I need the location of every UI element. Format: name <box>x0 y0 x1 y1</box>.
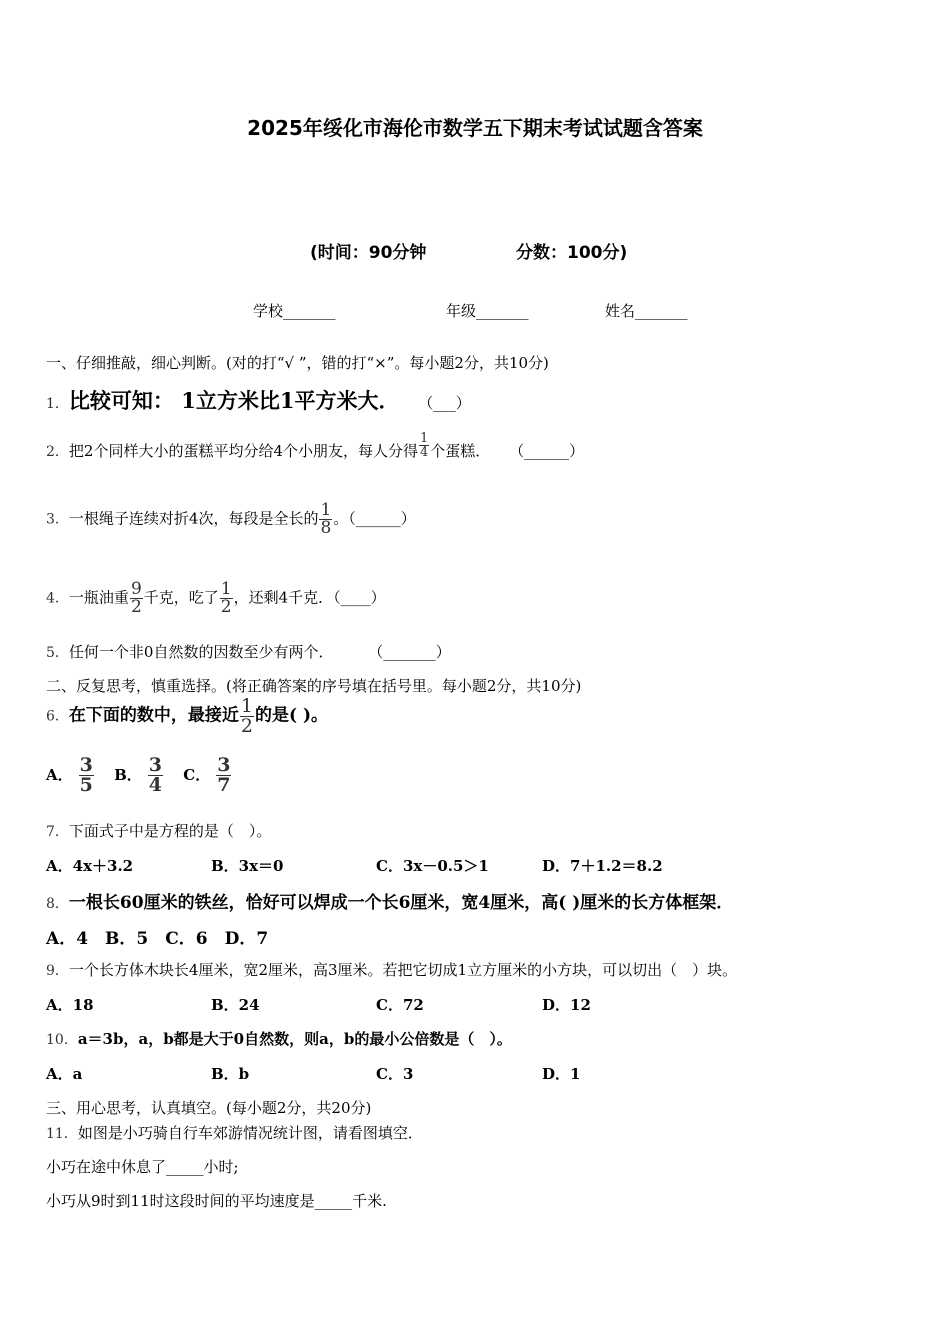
question-text: 如图是小巧骑自行车郊游情况统计图，请看图填空． <box>77 1124 423 1142</box>
fraction <box>220 581 233 616</box>
question-text-end: 个蛋糕． <box>430 442 491 460</box>
question-text: 在下面的数中，最接近 <box>68 705 239 726</box>
name-field: 姓名_______ <box>605 302 688 320</box>
question-10 <box>46 1028 512 1049</box>
q9-option-d[interactable]: D．12 <box>542 996 591 1014</box>
q8-options[interactable]: A．4 B．5 C．6 D．7 <box>46 929 269 949</box>
q10-option-b[interactable]: B．b <box>211 1065 250 1083</box>
school-field: 学校_______ <box>253 302 336 320</box>
question-text: 把2个同样大小的蛋糕平均分给4个小朋友，每人分得 <box>68 442 419 460</box>
question-text: 比较可知： 1立方米比1平方米大． <box>68 388 400 413</box>
question-6-options <box>46 756 232 795</box>
q11-line-1: 小巧在途中休息了_____小时; <box>46 1158 239 1176</box>
fraction <box>319 502 332 537</box>
question-number: 5． <box>46 645 69 661</box>
fraction-denominator: 2 <box>220 597 232 617</box>
fraction <box>240 697 254 736</box>
q7-option-a[interactable]: A．4x＋3.2 <box>46 857 134 875</box>
question-8 <box>46 888 733 913</box>
question-text-end: 。（______） <box>333 509 416 528</box>
question-text-end: 的是( )。 <box>255 705 329 726</box>
option-c[interactable]: C． $\frac{3}{7}$ <box>183 754 231 796</box>
question-text: 一根长60厘米的铁丝，恰好可以焊成一个长6厘米，宽4厘米，高( )厘米的长方体框架． <box>68 893 734 913</box>
fraction-numerator: 9 <box>130 579 142 599</box>
question-text: 任何一个非0自然数的因数至少有两个． <box>68 643 334 661</box>
question-7 <box>46 820 271 841</box>
question-text: 一个长方体木块长4厘米，宽2厘米，高3厘米。若把它切成1立方厘米的小方块，可以切出（ ）块。 <box>68 961 738 979</box>
fraction <box>130 581 143 616</box>
fraction-numerator: 1 <box>320 500 332 520</box>
question-2 <box>46 430 585 461</box>
question-4 <box>46 581 386 616</box>
option-a[interactable]: A． $\frac{3}{5}$ <box>46 754 93 796</box>
exam-score: 分数：100分) <box>516 243 628 263</box>
fraction-denominator: 8 <box>320 518 332 538</box>
q9-option-a[interactable]: A．18 <box>46 996 94 1014</box>
grade-field: 年级_______ <box>446 302 529 320</box>
question-number: 4． <box>46 590 69 607</box>
question-number: 7． <box>46 824 69 840</box>
answer-blank: （_______） <box>368 643 451 661</box>
section3-heading: 三、用心思考，认真填空。(每小题2分，共20分) <box>46 1099 372 1117</box>
q10-option-d[interactable]: D．1 <box>542 1065 581 1083</box>
q10-option-c[interactable]: C．3 <box>376 1065 414 1083</box>
fraction-denominator: 2 <box>240 715 254 737</box>
question-number: 10． <box>46 1032 78 1048</box>
fraction-numerator: 1 <box>220 579 232 599</box>
question-3 <box>46 502 416 537</box>
question-5 <box>46 641 451 662</box>
question-9 <box>46 959 737 980</box>
fraction-numerator: 1 <box>240 695 254 717</box>
question-11 <box>46 1122 423 1143</box>
q11-line-2: 小巧从9时到11时这段时间的平均速度是_____千米. <box>46 1192 387 1210</box>
section2-heading: 二、反复思考，慎重选择。(将正确答案的序号填在括号里。每小题2分，共10分) <box>46 677 582 695</box>
question-number: 9． <box>46 963 69 979</box>
question-number: 2． <box>46 444 69 460</box>
question-1 <box>46 385 471 415</box>
question-text: 一瓶油重 <box>68 588 129 607</box>
q9-option-b[interactable]: B．24 <box>211 996 260 1014</box>
question-text: a＝3b，a，b都是大于0自然数，则a，b的最小公倍数是（ ）。 <box>77 1030 512 1048</box>
q9-option-c[interactable]: C．72 <box>376 996 424 1014</box>
question-number: 6． <box>46 708 69 725</box>
q10-option-a[interactable]: A．a <box>46 1065 83 1083</box>
question-text-end: ，还剩4千克．（____） <box>233 588 386 607</box>
answer-blank: （___） <box>418 394 471 412</box>
q7-option-c[interactable]: C．3x－0.5＞1 <box>376 857 489 875</box>
fraction-denominator: 4 <box>420 444 429 460</box>
q7-option-d[interactable]: D．7＋1.2＝8.2 <box>542 857 663 875</box>
fraction-denominator: 2 <box>130 597 142 617</box>
fraction-numerator: 1 <box>420 430 429 446</box>
q7-option-b[interactable]: B．3x＝0 <box>211 857 284 875</box>
question-number: 1． <box>46 396 69 412</box>
page-title: 2025年绥化市海伦市数学五下期末考试试题含答案 <box>247 116 703 140</box>
option-b[interactable]: B． $\frac{3}{4}$ <box>114 754 163 796</box>
section1-heading: 一、仔细推敲，细心判断。(对的打“√ ”，错的打“×”。每小题2分，共10分) <box>46 354 549 372</box>
fraction <box>419 432 429 459</box>
question-text: 一根绳子连续对折4次，每段是全长的 <box>68 509 319 528</box>
question-text: 下面式子中是方程的是（ ）。 <box>68 822 272 840</box>
question-text-mid: 千克，吃了 <box>143 588 219 607</box>
question-number: 11． <box>46 1126 78 1142</box>
answer-blank: （______） <box>509 442 585 460</box>
question-number: 3． <box>46 511 69 528</box>
question-6 <box>46 697 328 736</box>
question-number: 8． <box>46 896 69 912</box>
exam-time: (时间：90分钟 <box>310 243 427 263</box>
